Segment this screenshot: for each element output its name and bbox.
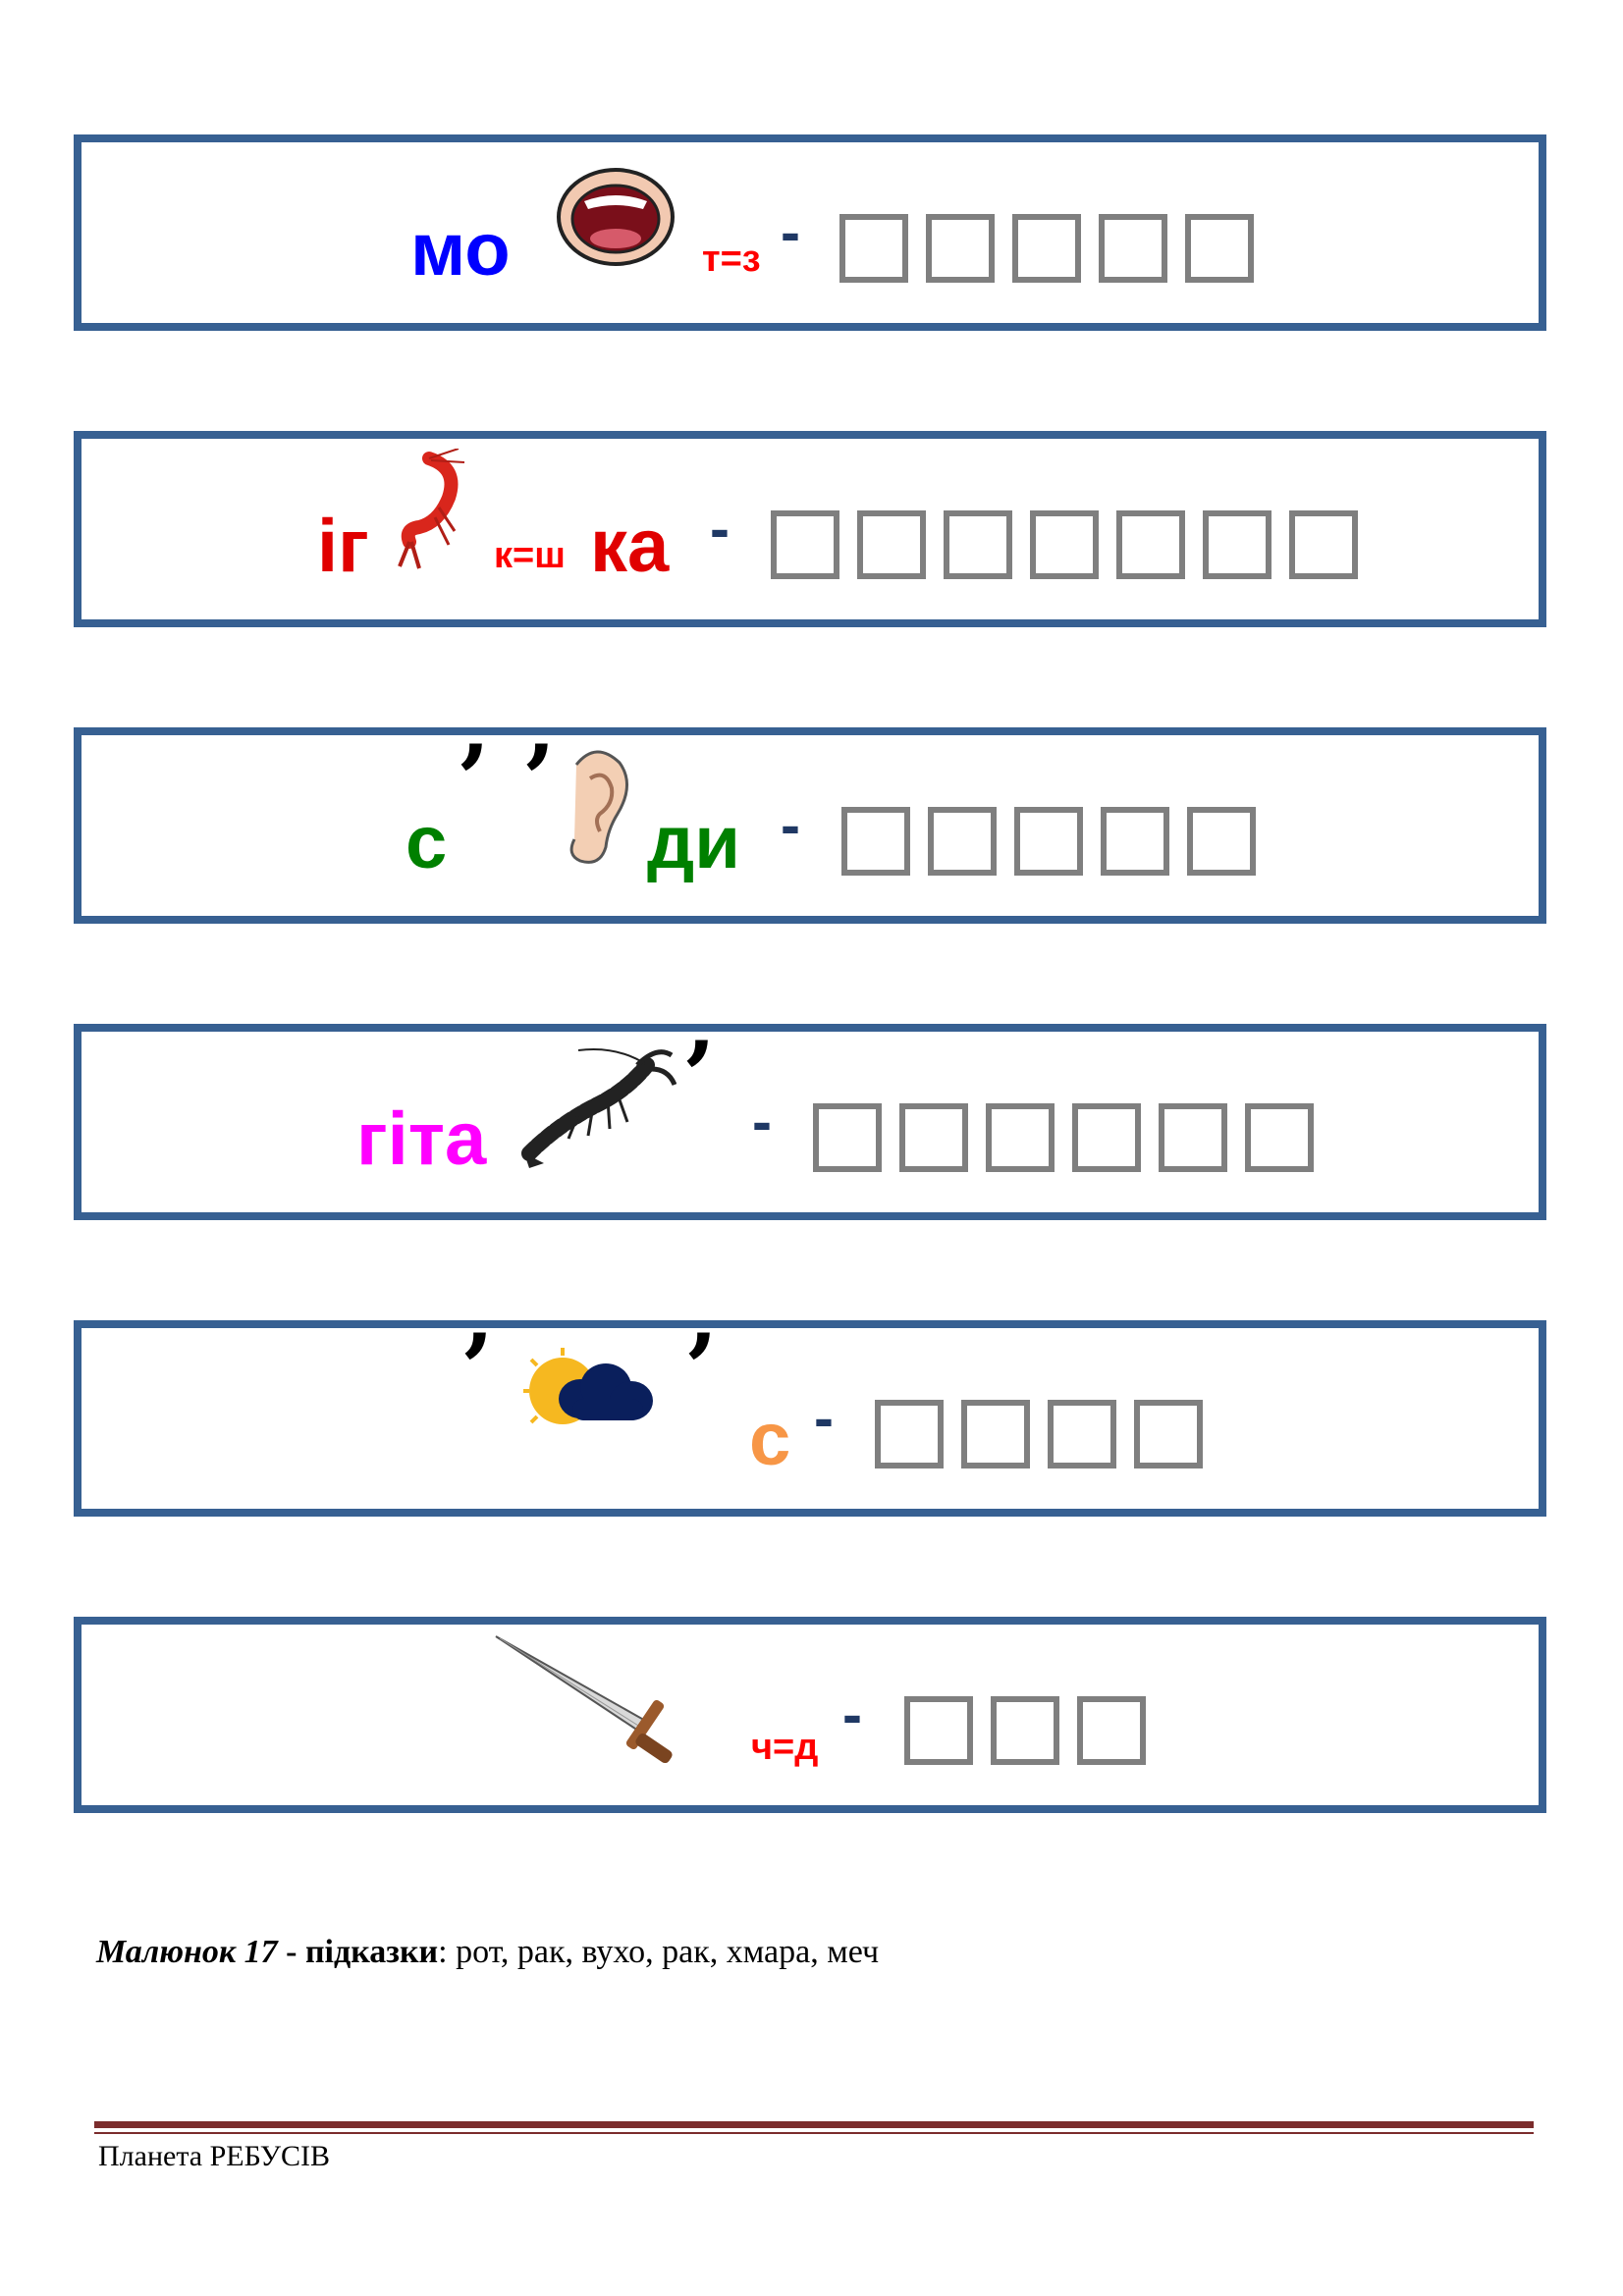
rebus-4-dash: - <box>752 1089 772 1154</box>
rebus-4-answer-boxes[interactable] <box>813 1103 1314 1172</box>
answer-cell[interactable] <box>1245 1103 1314 1172</box>
answer-cell[interactable] <box>1048 1400 1116 1468</box>
answer-cell[interactable] <box>857 510 926 579</box>
answer-cell[interactable] <box>1116 510 1185 579</box>
answer-cell[interactable] <box>904 1696 973 1765</box>
shrimp-icon <box>390 449 468 576</box>
answer-cell[interactable] <box>1289 510 1358 579</box>
rebus-2-hint: к=ш <box>494 535 566 576</box>
rebus-3-dash: - <box>781 792 800 858</box>
answer-cell[interactable] <box>875 1400 944 1468</box>
rebus-2-word-start: іг <box>317 505 369 588</box>
caption-hints-label: підказки <box>304 1934 439 1970</box>
rebus-3-word-end: ди <box>647 801 740 884</box>
answer-cell[interactable] <box>991 1696 1059 1765</box>
caption-hints: : рот, рак, вухо, рак, хмара, меч <box>438 1934 880 1970</box>
answer-cell[interactable] <box>899 1103 968 1172</box>
rebus-1-dash: - <box>781 199 800 265</box>
mouth-icon <box>555 162 682 280</box>
answer-cell[interactable] <box>1012 214 1081 283</box>
ear-icon <box>557 745 635 873</box>
answer-cell[interactable] <box>944 510 1012 579</box>
caption-label: Малюнок 17 <box>96 1934 278 1970</box>
answer-cell[interactable] <box>1159 1103 1227 1172</box>
rebus-4-comma: ’ <box>682 1021 716 1132</box>
answer-cell[interactable] <box>1134 1400 1203 1468</box>
crayfish-icon <box>519 1045 676 1173</box>
rebus-card-5 <box>74 1313 1546 1517</box>
caption-separator: - <box>277 1934 305 1970</box>
rebus-4-word: гіта <box>356 1097 487 1181</box>
answer-cell[interactable] <box>928 807 997 876</box>
answer-cell[interactable] <box>1203 510 1271 579</box>
rebus-5-word: с <box>749 1398 791 1481</box>
rebus-card-3 <box>74 724 1546 924</box>
sword-icon <box>494 1634 710 1772</box>
figure-caption <box>96 1934 879 1971</box>
answer-cell[interactable] <box>1099 214 1167 283</box>
rebus-6-answer-boxes[interactable] <box>904 1696 1146 1765</box>
answer-cell[interactable] <box>1185 214 1254 283</box>
rebus-2-word-end: ка <box>590 505 670 588</box>
rebus-2-answer-boxes[interactable] <box>771 510 1358 579</box>
answer-cell[interactable] <box>961 1400 1030 1468</box>
footer-text: Планета РЕБУСІВ <box>98 2140 331 2172</box>
rebus-2-dash: - <box>710 496 730 561</box>
answer-cell[interactable] <box>1101 807 1169 876</box>
answer-cell[interactable] <box>771 510 839 579</box>
answer-cell[interactable] <box>1187 807 1256 876</box>
rebus-3-commas: ’ ’ <box>457 724 556 835</box>
rebus-1-word: мо <box>410 208 511 292</box>
rebus-5-comma-right: ’ <box>684 1313 718 1424</box>
footer-rule <box>94 2121 1534 2128</box>
rebus-3-answer-boxes[interactable] <box>841 807 1256 876</box>
answer-cell[interactable] <box>1030 510 1099 579</box>
rebus-5-dash: - <box>814 1385 834 1451</box>
answer-cell[interactable] <box>1077 1696 1146 1765</box>
answer-cell[interactable] <box>926 214 995 283</box>
rebus-1-answer-boxes[interactable] <box>839 214 1254 283</box>
rebus-6-dash: - <box>842 1682 862 1747</box>
rebus-3-word-start: с <box>406 801 448 884</box>
rebus-card-6 <box>74 1617 1546 1813</box>
footer-rule-thin <box>94 2132 1534 2134</box>
answer-cell[interactable] <box>841 807 910 876</box>
rebus-5-comma-left: ’ <box>460 1313 494 1424</box>
answer-cell[interactable] <box>986 1103 1055 1172</box>
answer-cell[interactable] <box>1072 1103 1141 1172</box>
rebus-1-hint: т=з <box>702 239 761 280</box>
rebus-5-answer-boxes[interactable] <box>875 1400 1203 1468</box>
answer-cell[interactable] <box>1014 807 1083 876</box>
rebus-card-4 <box>74 1021 1546 1220</box>
answer-cell[interactable] <box>813 1103 882 1172</box>
rebus-card-1 <box>74 134 1546 331</box>
cloud-icon <box>523 1348 661 1446</box>
answer-cell[interactable] <box>839 214 908 283</box>
rebus-6-hint: ч=д <box>751 1727 819 1768</box>
rebus-card-2 <box>74 431 1546 627</box>
